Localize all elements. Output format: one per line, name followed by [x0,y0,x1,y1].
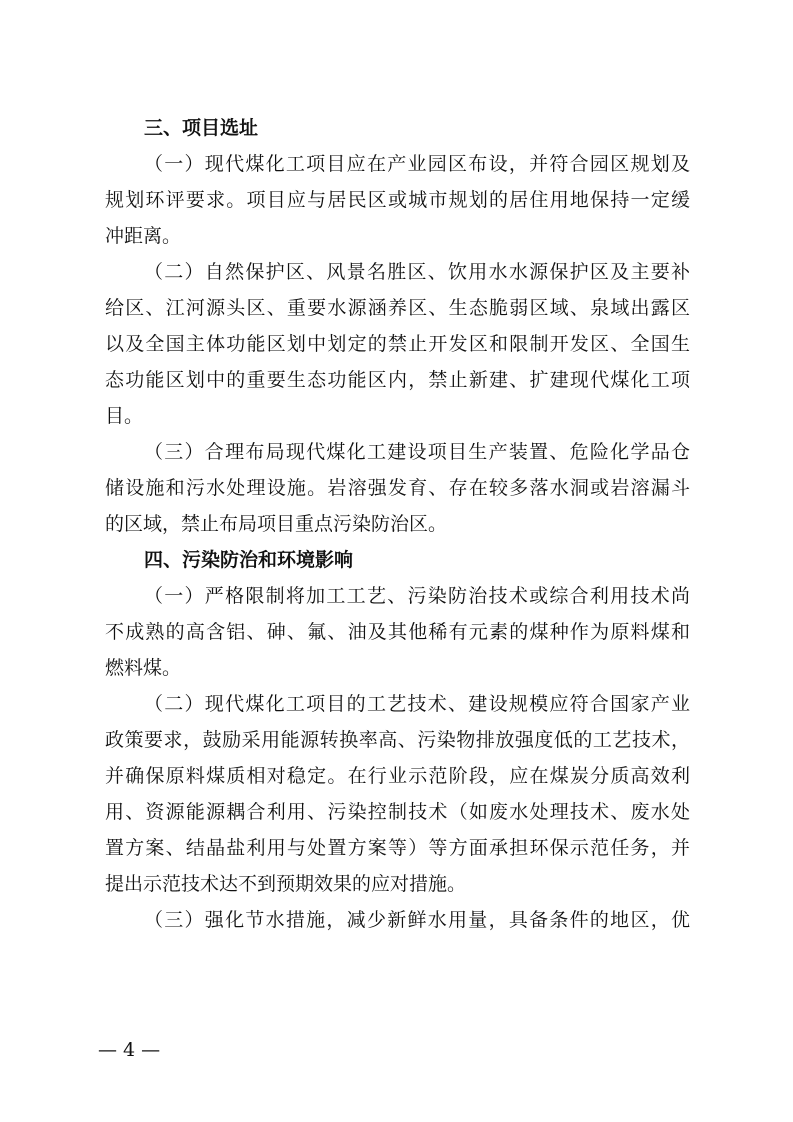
text-line: 提出示范技术达不到预期效果的应对措施。 [105,873,467,895]
text-line: （二）现代煤化工项目的工艺技术、建设规模应符合国家产业 [144,693,690,715]
text-line: 目。 [105,405,144,427]
text-line: 态功能区划中的重要生态功能区内，禁止新建、扩建现代煤化工项 [105,369,690,391]
paragraph [105,578,690,686]
document-body [105,110,690,938]
text-line: 冲距离。 [105,225,182,247]
text-line: （三）合理布局现代煤化工建设项目生产装置、危险化学品仓 [144,441,690,463]
text-line: （一）严格限制将加工工艺、污染防治技术或综合利用技术尚 [144,585,690,607]
text-line: 不成熟的高含铝、砷、氟、油及其他稀有元素的煤种作为原料煤和 [105,621,690,643]
paragraph [105,686,690,902]
text-line: （三）强化节水措施，减少新鲜水用量，具备条件的地区，优 [144,909,690,931]
section-heading-pollution-control: 四、污染防治和环境影响 [144,549,354,571]
text-line: 并确保原料煤质相对稳定。在行业示范阶段，应在煤炭分质高效利 [105,765,690,787]
paragraph [105,902,690,938]
text-line: 给区、江河源头区、重要水源涵养区、生态脆弱区域、泉域出露区 [105,297,690,319]
text-line: 的区域，禁止布局项目重点污染防治区。 [105,513,448,535]
paragraph [105,254,690,434]
text-line: 政策要求，鼓励采用能源转换率高、污染物排放强度低的工艺技术， [105,729,690,751]
section-heading-site-selection: 三、项目选址 [144,117,259,139]
paragraph [105,146,690,254]
paragraph [105,434,690,542]
page-number: — 4 — [98,1039,161,1061]
text-line: 以及全国主体功能区划中划定的禁止开发区和限制开发区、全国生 [105,333,690,355]
text-line: 用、资源能源耦合利用、污染控制技术（如废水处理技术、废水处 [105,801,690,823]
text-line: 储设施和污水处理设施。岩溶强发育、存在较多落水洞或岩溶漏斗 [105,477,690,499]
text-line: （二）自然保护区、风景名胜区、饮用水水源保护区及主要补 [144,261,690,283]
text-line: 燃料煤。 [105,657,182,679]
text-line: 置方案、结晶盐利用与处置方案等）等方面承担环保示范任务，并 [105,837,690,859]
text-line: （一）现代煤化工项目应在产业园区布设，并符合园区规划及 [144,153,690,175]
text-line: 规划环评要求。项目应与居民区或城市规划的居住用地保持一定缓 [105,189,690,211]
